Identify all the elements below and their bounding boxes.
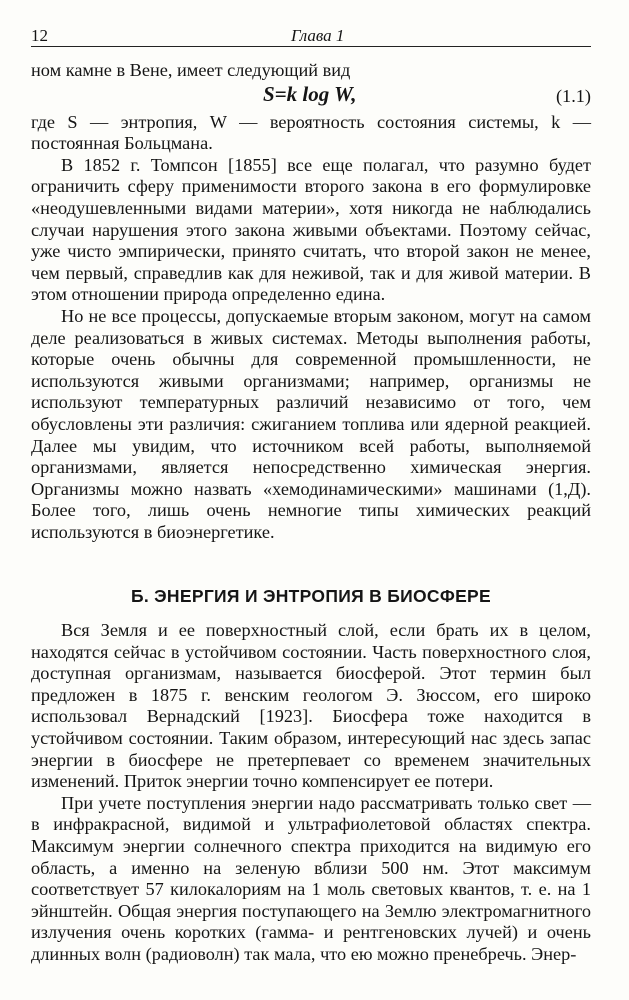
- paragraph-continuation: ном камне в Вене, имеет следующий вид: [31, 60, 351, 80]
- formula-row: [31, 82, 591, 112]
- page-number: 12: [31, 26, 48, 45]
- paragraph-biosphere: Вся Земля и ее поверхностный слой, если брать их в целом, находятся сейчас в устойчивом состоянии. Часть поверхностного слоя, доступная организмам, называется биосферой. Этот термин был предложен в 1875 г. венским геологом Э. Зюссом, его широко использовал Вернадский [1923]. Биосфера тоже находится в устойчивом состоянии. Таким образом, интересующий нас здесь запас энергии в биосфере не претерпевает со временем значительных изменений. Приток энергии точно компенсирует ее потери.: [31, 620, 591, 792]
- text-block-bottom: [31, 620, 591, 966]
- page-header: [31, 24, 591, 47]
- paragraph-energy-input: При учете поступления энергии надо рассматривать только свет — в инфракрасной, видимой и ультрафиолетовой областях спектра. Максимум энергии солнечного спектра приходится на видимую его область, а именно на зеленую вблизи 500 нм. Этот максимум соответствует 57 килокалориям на 1 моль световых квантов, т. е. на 1 эйнштейн. Общая энергия поступающего на Землю электромагнитного излучения очень коротких (гамма- и рентгеновских лучей) и очень длинных волн (радиоволн) так мала, что ею можно пренебречь. Энер-: [31, 792, 591, 964]
- equation-number: (1.1): [555, 85, 591, 106]
- text-block-top: [31, 60, 591, 543]
- running-head: Глава 1: [291, 26, 345, 45]
- entropy-formula: S=k log W,: [263, 81, 357, 106]
- section-heading: Б. ЭНЕРГИЯ И ЭНТРОПИЯ В БИОСФЕРЕ: [130, 586, 491, 606]
- paragraph-processes: Но не все процессы, допускаемые вторым законом, могут на самом деле реализоваться в живых системах. Методы выполнения работы, которые очень обычны для современной промышленности, не используются живыми организмами; например, организмы не используют температурных различий независимо от того, чем обусловлены эти различия: сжиганием топлива или ядерной реакцией. Далее мы увидим, что источником всей работы, выполняемой организмами, является непосредственно химическая энергия. Организмы можно назвать «хемодинамическими» машинами (1,Д). Более того, лишь очень немногие типы химических реакций используются в биоэнергетике.: [31, 305, 591, 542]
- paragraph-thompson: В 1852 г. Томпсон [1855] все еще полагал, что разумно будет ограничить сферу применимости второго закона в его формулировке «неодушевленными видами материи», хотя никогда не наблюдались случаи нарушения этого закона живыми объектами. Поэтому сейчас, уже чисто эмпирически, принято считать, что второй закон не менее, чем первый, справедлив как для неживой, так и для живой материи. В этом отношении природа определенно едина.: [31, 154, 591, 305]
- paragraph-definitions: где S — энтропия, W — вероятность состояния системы, k — постоянная Больцмана.: [31, 111, 591, 154]
